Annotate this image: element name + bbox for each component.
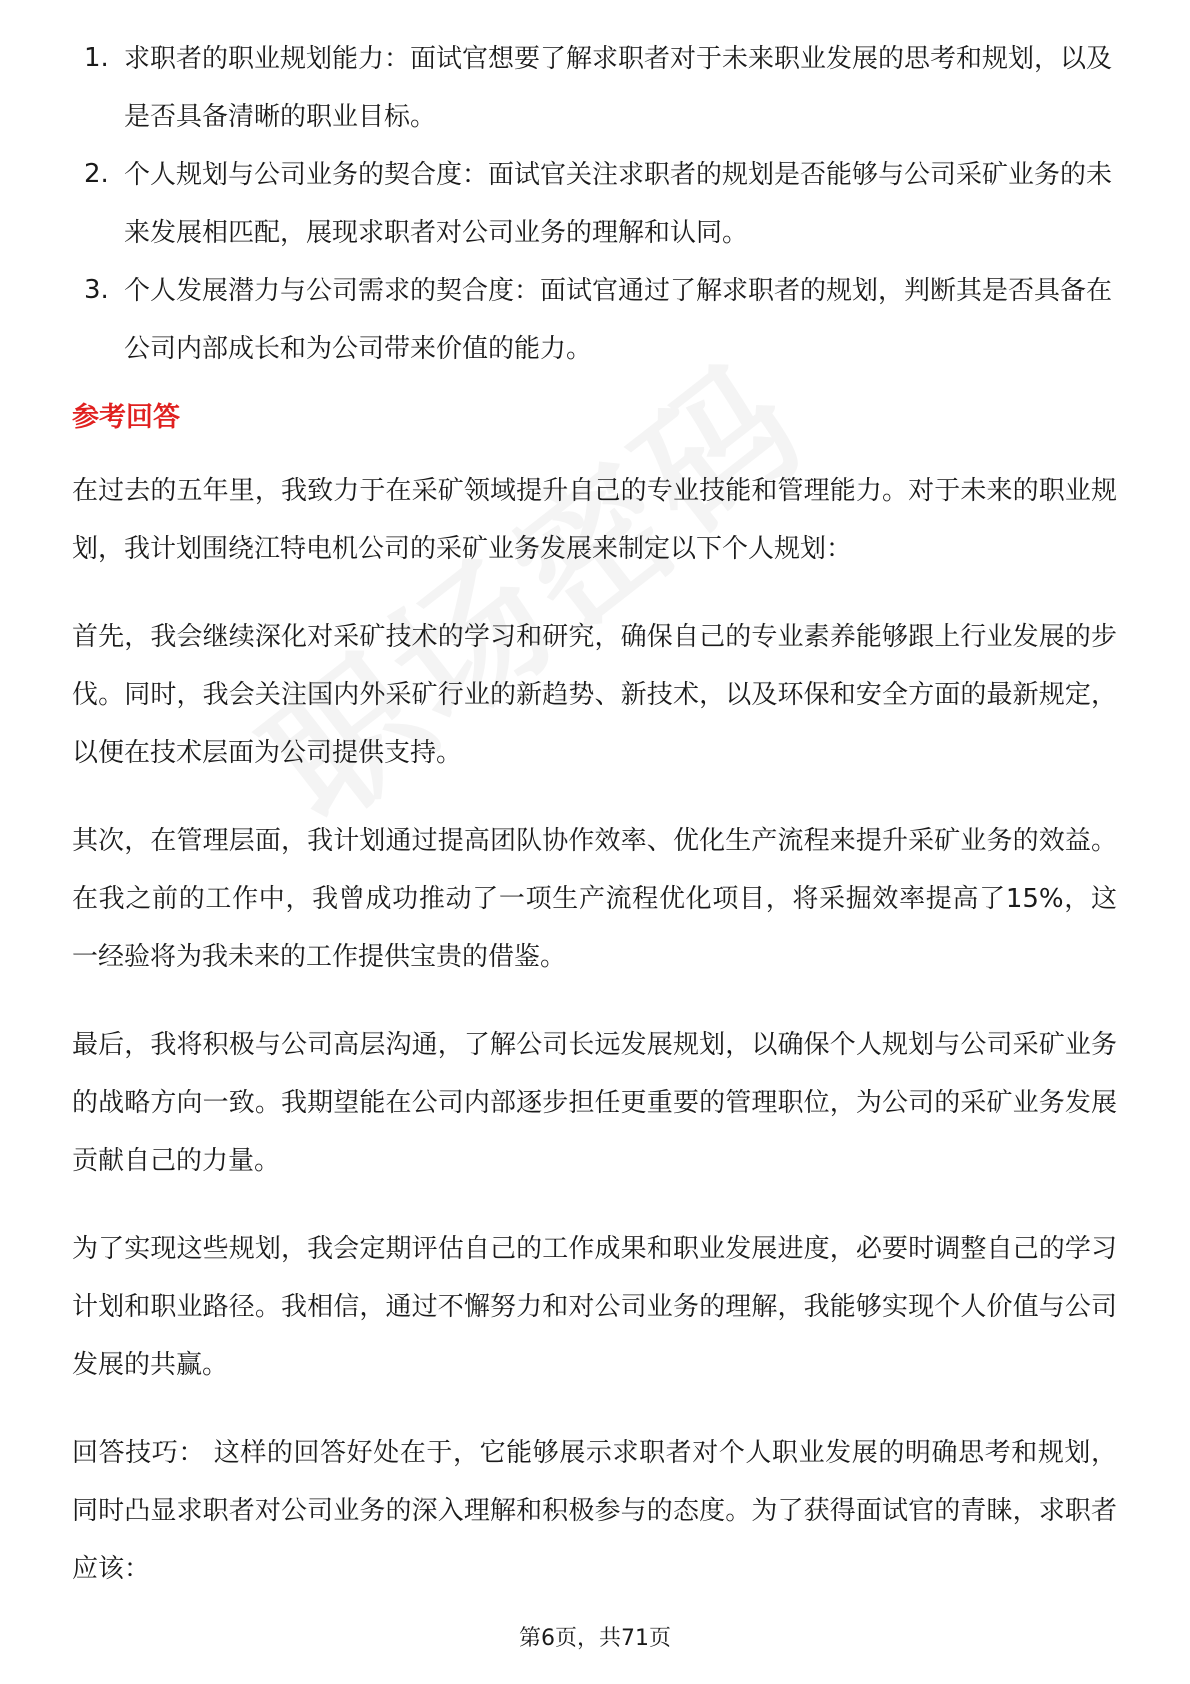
list-item-text: 个人发展潜力与公司需求的契合度：面试官通过了解求职者的规划，判断其是否具备在公司内部成长和为公司带来价值的能力。 [124,276,1113,364]
list-item [0,146,1190,262]
list-item-number: 1. [84,43,109,73]
list-item [0,262,1190,378]
paragraph: 在过去的五年里，我致力于在采矿领域提升自己的专业技能和管理能力。对于未来的职业规划，我计划围绕江特电机公司的采矿业务发展来制定以下个人规划： [72,476,1117,564]
section-heading: 参考回答 [72,402,180,433]
page-footer: 第6页，共71页 [519,1626,671,1651]
paragraph: 其次，在管理层面，我计划通过提高团队协作效率、优化生产流程来提升采矿业务的效益。在我之前的工作中，我曾成功推动了一项生产流程优化项目，将采掘效率提高了15%，这一经验将为我未来的工作提供宝贵的借鉴。 [72,826,1117,972]
list-item [0,30,1190,146]
paragraph: 首先，我会继续深化对采矿技术的学习和研究，确保自己的专业素养能够跟上行业发展的步伐。同时，我会关注国内外采矿行业的新趋势、新技术，以及环保和安全方面的最新规定，以便在技术层面为公司提供支持。 [72,622,1117,768]
numbered-list [0,30,1190,378]
list-item-text: 个人规划与公司业务的契合度：面试官关注求职者的规划是否能够与公司采矿业务的未来发展相匹配，展现求职者对公司业务的理解和认同。 [124,160,1113,248]
paragraph: 最后，我将积极与公司高层沟通，了解公司长远发展规划，以确保个人规划与公司采矿业务的战略方向一致。我期望能在公司内部逐步担任更重要的管理职位，为公司的采矿业务发展贡献自己的力量。 [72,1030,1117,1176]
list-item-text: 求职者的职业规划能力：面试官想要了解求职者对于未来职业发展的思考和规划，以及是否具备清晰的职业目标。 [124,44,1113,132]
paragraph: 为了实现这些规划，我会定期评估自己的工作成果和职业发展进度，必要时调整自己的学习计划和职业路径。我相信，通过不懈努力和对公司业务的理解，我能够实现个人价值与公司发展的共赢。 [72,1234,1117,1380]
paragraph: 回答技巧： 这样的回答好处在于，它能够展示求职者对个人职业发展的明确思考和规划，同时凸显求职者对公司业务的深入理解和积极参与的态度。为了获得面试官的青睐，求职者应该： [72,1438,1117,1584]
list-item-number: 2. [84,159,109,189]
answer-body [72,462,1117,1628]
list-item-number: 3. [84,275,109,305]
